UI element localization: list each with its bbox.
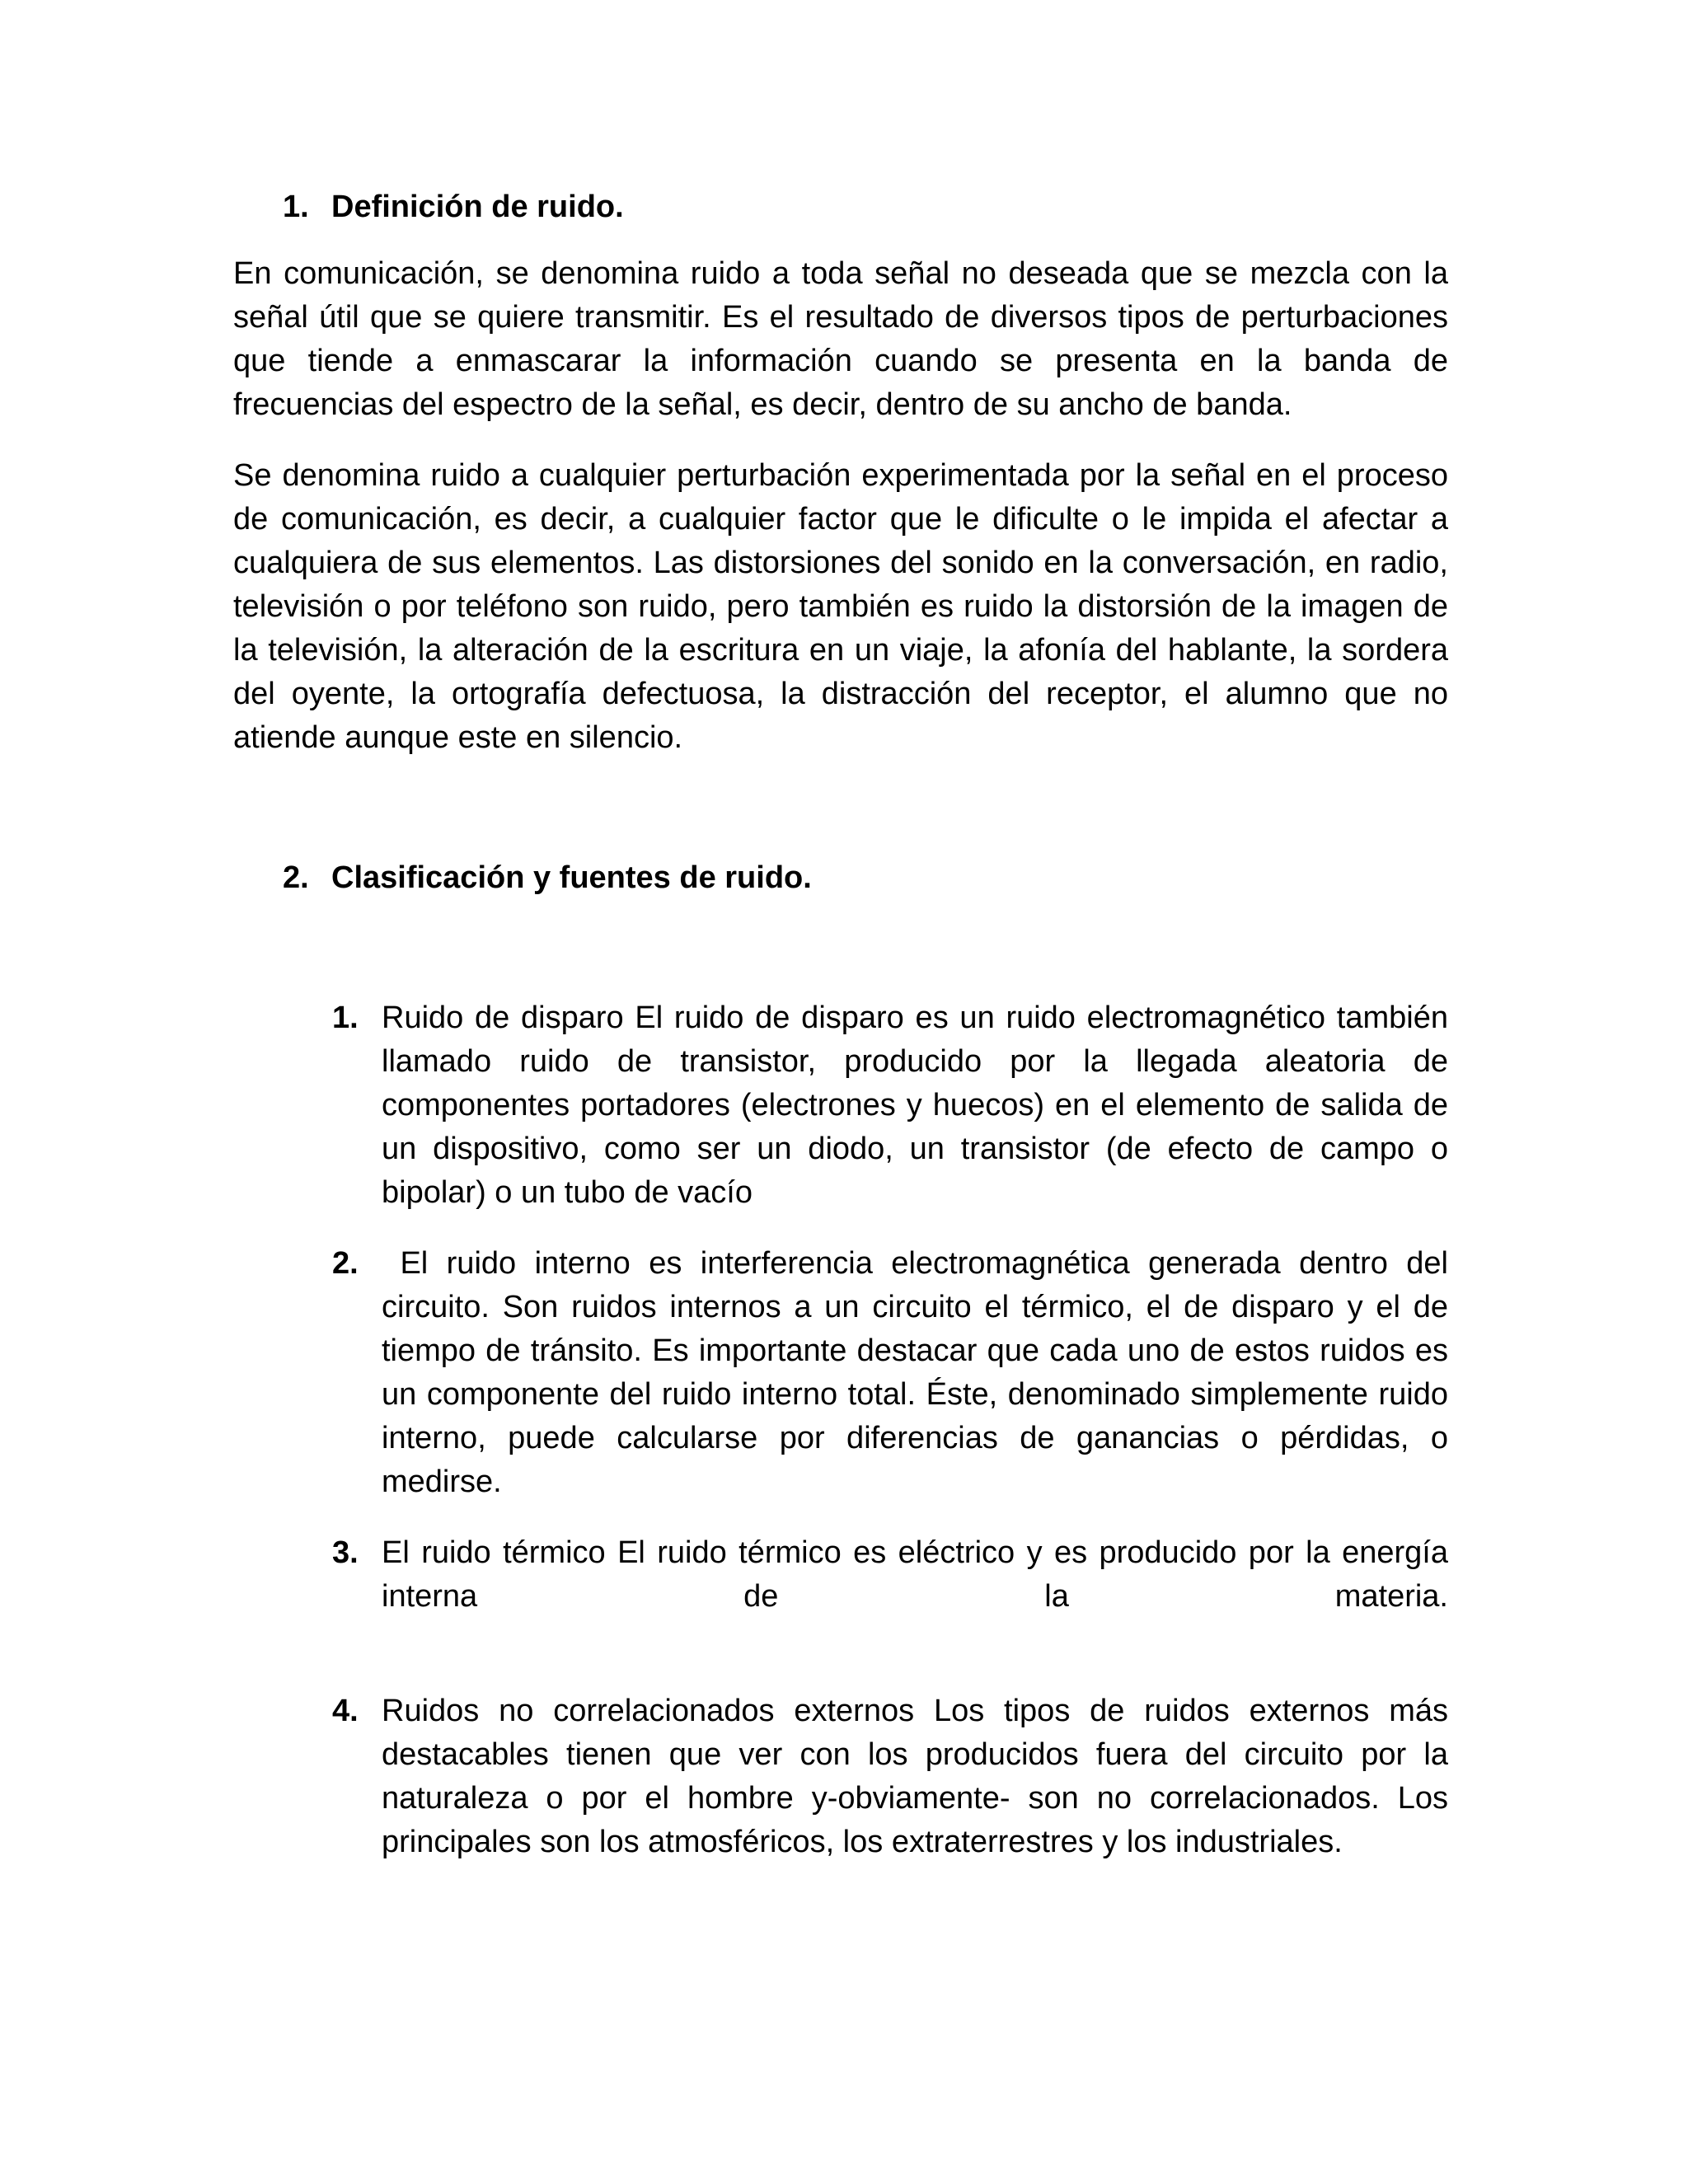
document-body (233, 185, 1457, 1864)
list-item-text: El ruido interno es interferencia electromagnética generada dentro del circuito. Son ruidos internos a un circuito el térmico, el de disparo y el de tiempo de tránsito. Es importante destacar que cada uno de estos ruidos es un componente del ruido interno total. Éste, denominado simplemente ruido interno, puede calcularse por diferencias de ganancias o pérdidas, o medirse. (382, 1246, 1457, 1499)
list-item-ruido-disparo (233, 996, 1448, 1215)
list-item-number: 4. (332, 1694, 359, 1728)
section-heading-definicion (233, 185, 1448, 229)
list-item-number: 3. (332, 1535, 359, 1570)
paragraph-definicion-1: En comunicación, se denomina ruido a toda señal no deseada que se mezcla con la señal útil que se quiere transmitir. Es el resultado de diversos tipos de perturbaciones que tiende a enmascarar la información cuando se presenta en la banda de frecuencias del espectro de la señal, es decir, dentro de su ancho de banda. (233, 256, 1448, 422)
list-item-number: 1. (332, 1001, 359, 1035)
list-item-text: El ruido térmico El ruido térmico es eléctrico y es producido por la energía interna de la materia. (382, 1535, 1448, 1614)
section-heading-clasificacion (233, 856, 1448, 900)
list-item-text: Ruido de disparo El ruido de disparo es un ruido electromagnético también llamado ruido de transistor, producido por la llegada aleatoria de componentes portadores (electrones y huecos) en el elemento de salida de un dispositivo, como ser un diodo, un transistor (de efecto de campo o bipolar) o un tubo de vacío (382, 1001, 1448, 1210)
section-number: 2. (283, 860, 309, 895)
section-number: 1. (283, 190, 309, 224)
list-item-text: Ruidos no correlacionados externos Los tipos de ruidos externos más destacables tienen que ver con los producidos fuera del circuito por la naturaleza o por el hombre y-obviamente- son no correlacionados. Los principales son los atmosféricos, los extraterrestres y los industriales. (382, 1694, 1448, 1859)
noise-types-list (233, 996, 1457, 1864)
list-item-ruido-termico (233, 1531, 1448, 1619)
section-title: Definición de ruido. (331, 190, 624, 224)
section-title: Clasificación y fuentes de ruido. (331, 860, 812, 895)
list-item-ruidos-externos (233, 1690, 1448, 1864)
paragraph-definicion-2: Se denomina ruido a cualquier perturbación experimentada por la señal en el proceso de comunicación, es decir, a cualquier factor que le dificulte o le impida el afectar a cualquiera de sus elementos. Las distorsiones del sonido en la conversación, en radio, televisión o por teléfono son ruido, pero también es ruido la distorsión de la imagen de la televisión, la alteración de la escritura en un viaje, la afonía del hablante, la sordera del oyente, la ortografía defectuosa, la distracción del receptor, el alumno que no atiende aunque este en silencio. (233, 458, 1448, 755)
list-item-ruido-interno (233, 1242, 1457, 1504)
list-item-number: 2. (332, 1246, 359, 1281)
